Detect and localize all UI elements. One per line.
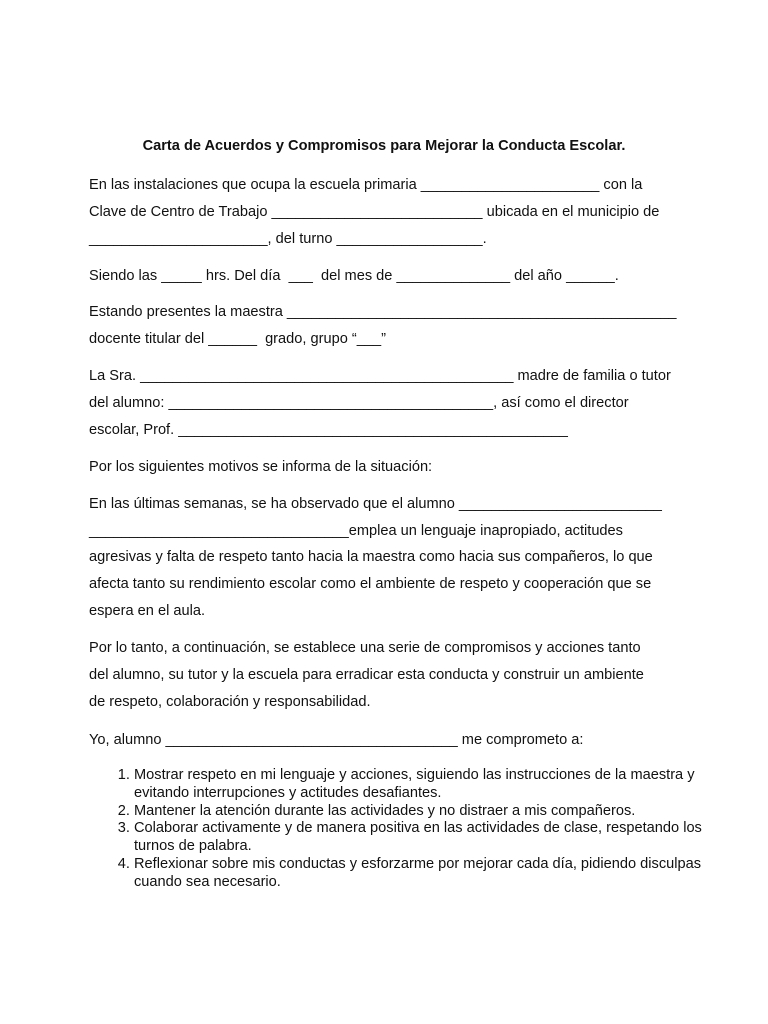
list-item: 1. Mostrar respeto en mi lenguaje y acciones, siguiendo las instrucciones de la maestra y evitando interrupciones y actitudes desafiantes. xyxy=(134,767,714,803)
list-item: 4. Reflexionar sobre mis conductas y esforzarme por mejorar cada día, pidiendo disculpas cuando sea necesario. xyxy=(134,856,714,892)
body-line: En las instalaciones que ocupa la escuela primaria ______________________ con la xyxy=(89,177,643,193)
body-line: escolar, Prof. ________________________________________________ xyxy=(89,422,568,438)
body-line: Por los siguientes motivos se informa de la situación: xyxy=(89,459,433,475)
list-item: 3. Colaborar activamente y de manera positiva en las actividades de clase, respetando los turnos de palabra. xyxy=(134,820,714,856)
body-line: espera en el aula. xyxy=(89,603,206,619)
body-line: Siendo las _____ hrs. Del día ___ del mes de ______________ del año ______. xyxy=(89,268,619,284)
list-item: 2. Mantener la atención durante las actividades y no distraer a mis compañeros. xyxy=(134,803,714,821)
body-line: Clave de Centro de Trabajo __________________________ ubicada en el municipio de xyxy=(89,204,660,220)
document-title: Carta de Acuerdos y Compromisos para Mejorar la Conducta Escolar. xyxy=(142,138,626,154)
body-line: En las últimas semanas, se ha observado que el alumno _________________________ xyxy=(89,496,662,512)
body-line: del alumno: ________________________________________, así como el director xyxy=(89,395,629,411)
commitments-list xyxy=(89,767,714,892)
body-line: La Sra. ______________________________________________ madre de familia o tutor xyxy=(89,368,671,384)
body-line: docente titular del ______ grado, grupo “___” xyxy=(89,331,386,347)
body-line: ________________________________emplea un lenguaje inapropiado, actitudes xyxy=(89,523,623,539)
body-line: agresivas y falta de respeto tanto hacia la maestra como hacia sus compañeros, lo que xyxy=(89,549,653,565)
body-line: afecta tanto su rendimiento escolar como el ambiente de respeto y cooperación que se xyxy=(89,576,652,592)
body-line: Estando presentes la maestra ________________________________________________ xyxy=(89,304,677,320)
body-line: Por lo tanto, a continuación, se establece una serie de compromisos y acciones tanto xyxy=(89,640,641,656)
body-line: de respeto, colaboración y responsabilidad. xyxy=(89,694,371,710)
body-line: Yo, alumno ____________________________________ me comprometo a: xyxy=(89,732,584,748)
body-line: ______________________, del turno __________________. xyxy=(89,231,487,247)
body-line: del alumno, su tutor y la escuela para erradicar esta conducta y construir un ambiente xyxy=(89,667,644,683)
